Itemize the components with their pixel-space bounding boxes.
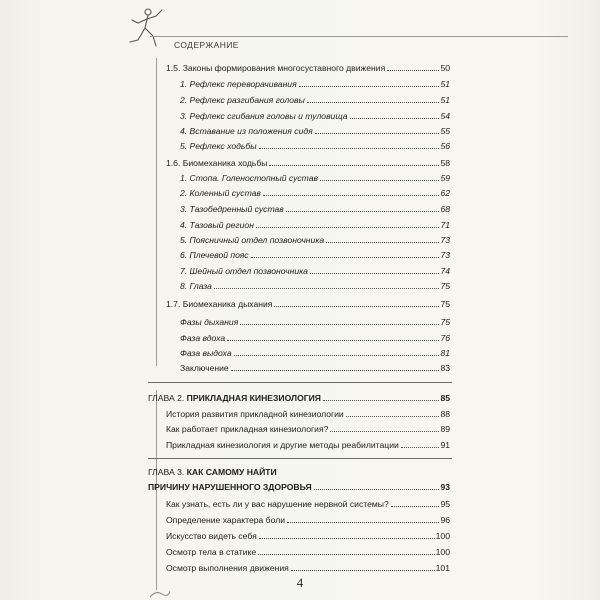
entry-title: Фаза вдоха [180, 333, 226, 343]
entry-title: Заключение [180, 363, 229, 373]
entry-page: 71 [440, 220, 450, 230]
entry-page: 100 [435, 531, 450, 541]
entry-page: 95 [440, 499, 450, 509]
entry-title: 1. Стопа. Голеностопный сустав [180, 173, 319, 183]
toc-chapter-cont [148, 481, 450, 493]
decorative-corner-icon [150, 588, 170, 598]
toc-entry [166, 408, 450, 420]
chapter-title-line2: ПРИЧИНУ НАРУШЕННОГО ЗДОРОВЬЯ [148, 482, 312, 492]
toc-entry [180, 362, 450, 374]
chapter-separator [148, 382, 452, 383]
toc-entry [180, 140, 450, 152]
entry-title: История развития прикладной кинезиологии [166, 409, 344, 419]
chapter-title-line1: КАК САМОМУ НАЙТИ [186, 467, 277, 477]
page-number: 4 [296, 575, 304, 590]
entry-page: 75 [440, 317, 450, 327]
toc-entry [166, 514, 450, 526]
toc-entry [166, 530, 450, 542]
entry-page: 83 [440, 363, 450, 373]
entry-title: Прикладная кинезиология и другие методы реабилитации [166, 440, 399, 450]
chapter-title: ПРИКЛАДНАЯ КИНЕЗИОЛОГИЯ [186, 393, 321, 403]
toc-entry-section [166, 298, 450, 310]
entry-page: 75 [440, 299, 450, 309]
toc-entry [166, 423, 450, 435]
toc-entry [180, 187, 450, 199]
toc-entry-section [166, 157, 450, 169]
toc-entry [166, 546, 450, 558]
entry-title: 2. Коленный сустав [180, 188, 261, 198]
entry-title: Фаза выдоха [180, 348, 232, 358]
toc-entry [180, 94, 450, 106]
entry-page: 100 [435, 547, 450, 557]
toc-entry [180, 249, 450, 261]
entry-page: 75 [440, 281, 450, 291]
entry-title: 3. Тазобедренный сустав [180, 204, 284, 214]
toc-entry [180, 332, 450, 344]
toc-chapter [148, 466, 450, 478]
header-rule [150, 36, 568, 37]
entry-page: 91 [440, 440, 450, 450]
toc-entry [180, 203, 450, 215]
entry-page: 81 [440, 348, 450, 358]
toc-entry [180, 125, 450, 137]
entry-page: 76 [440, 333, 450, 343]
toc-entry [180, 234, 450, 246]
entry-page: 58 [440, 158, 450, 168]
entry-title: 5. Рефлекс ходьбы [180, 141, 257, 151]
entry-page: 51 [440, 95, 450, 105]
entry-page: 51 [440, 79, 450, 89]
running-figure-icon [118, 6, 168, 50]
entry-page: 59 [440, 173, 450, 183]
chapter-page: 93 [440, 482, 450, 492]
entry-title: Осмотр выполнения движения [166, 563, 289, 573]
entry-page: 73 [440, 250, 450, 260]
entry-page: 96 [440, 515, 450, 525]
entry-page: 62 [440, 188, 450, 198]
vertical-rule [156, 58, 157, 366]
entry-title: 1.5. Законы формирования многосуставного движения [166, 63, 386, 73]
entry-page: 55 [440, 126, 450, 136]
entry-title: Искусство видеть себя [166, 531, 257, 541]
entry-page: 88 [440, 409, 450, 419]
running-header: СОДЕРЖАНИЕ [174, 40, 239, 50]
entry-title: 2. Рефлекс разгибания головы [180, 95, 305, 105]
chapter-separator [148, 458, 452, 459]
entry-title: Как работает прикладная кинезиология? [166, 424, 329, 434]
entry-title: Определение характера боли [166, 515, 286, 525]
toc-entry [180, 347, 450, 359]
entry-page: 74 [440, 266, 450, 276]
toc-chapter [148, 392, 450, 404]
entry-title: Осмотр тела в статике [166, 547, 257, 557]
entry-page: 54 [440, 111, 450, 121]
chapter-prefix: ГЛАВА 2. [148, 393, 185, 403]
entry-title: 1.6. Биомеханика ходьбы [166, 158, 268, 168]
entry-page: 68 [440, 204, 450, 214]
entry-title: 6. Плечевой пояс [180, 250, 249, 260]
entry-title: Как узнать, есть ли у вас нарушение нервной системы? [166, 499, 389, 509]
entry-title: 7. Шейный отдел позвоночника [180, 266, 308, 276]
chapter-page: 85 [440, 393, 450, 403]
toc-entry [180, 316, 450, 328]
entry-page: 89 [440, 424, 450, 434]
entry-page: 50 [440, 63, 450, 73]
entry-title: 1. Рефлекс переворачивания [180, 79, 297, 89]
toc-entry [166, 562, 450, 574]
entry-title: 1.7. Биомеханика дыхания [166, 299, 273, 309]
toc-entry [166, 439, 450, 451]
entry-title: 3. Рефлекс сгибания головы и туловища [180, 111, 348, 121]
toc-entry-section [166, 62, 450, 74]
toc-entry [180, 172, 450, 184]
toc-entry [180, 110, 450, 122]
chapter-prefix: ГЛАВА 3. [148, 467, 185, 477]
entry-title: 5. Поясничный отдел позвоночника [180, 235, 325, 245]
toc-entry [180, 265, 450, 277]
entry-title: 8. Глаза [180, 281, 212, 291]
toc-entry [180, 280, 450, 292]
entry-page: 73 [440, 235, 450, 245]
entry-title: Фазы дыхания [180, 317, 239, 327]
entry-title: 4. Вставание из положения сидя [180, 126, 313, 136]
toc-entry [180, 219, 450, 231]
toc-entry [166, 498, 450, 510]
toc-entry [180, 78, 450, 90]
entry-page: 101 [435, 563, 450, 573]
entry-title: 4. Тазовый регион [180, 220, 254, 230]
entry-page: 56 [440, 141, 450, 151]
